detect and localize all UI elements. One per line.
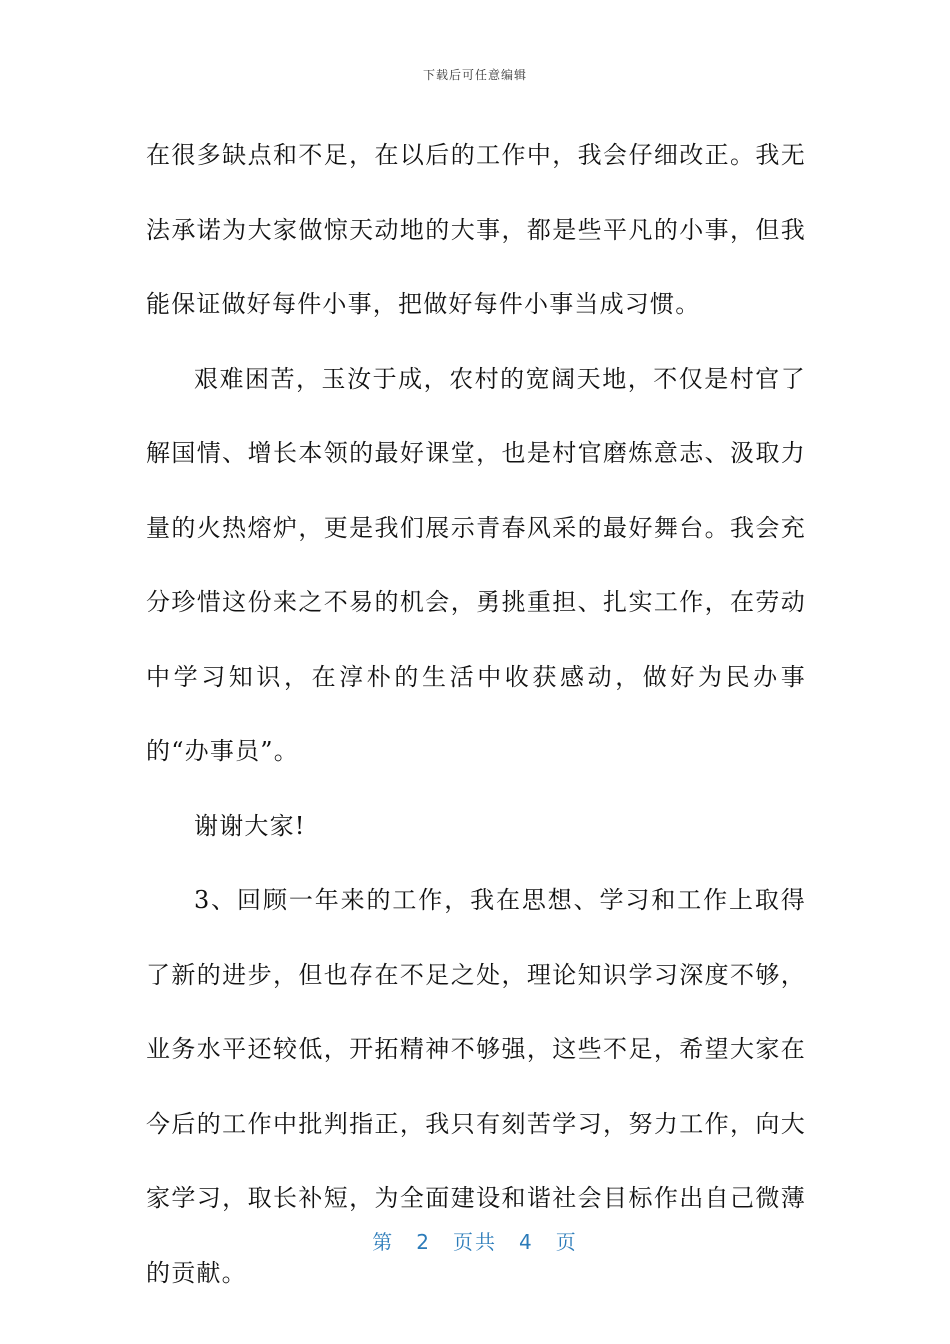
footer-page-mid: 页共 <box>453 1230 497 1254</box>
footer-page-suffix: 页 <box>555 1230 578 1254</box>
paragraph-4: 3、回顾一年来的工作，我在思想、学习和工作上取得了新的进步，但也存在不足之处，理论知识学习深度不够，业务水平还较低，开拓精神不够强，这些不足，希望大家在今后的工作中批判指正，我只有刻苦学习，努力工作，向大家学习，取长补短，为全面建设和谐社会目标作出自己微薄的贡献。 <box>146 886 806 1287</box>
document-body <box>146 118 806 1310</box>
footer-total-pages: 4 <box>519 1230 534 1254</box>
paragraph-1: 在很多缺点和不足，在以后的工作中，我会仔细改正。我无法承诺为大家做惊天动地的大事，都是些平凡的小事，但我能保证做好每件小事，把做好每件小事当成习惯。 <box>146 141 806 318</box>
footer-current-page: 2 <box>416 1230 431 1254</box>
footer-page-prefix: 第 <box>372 1230 395 1254</box>
page-footer <box>0 1226 950 1255</box>
paragraph-2: 艰难困苦，玉汝于成，农村的宽阔天地，不仅是村官了解国情、增长本领的最好课堂，也是村官磨炼意志、汲取力量的火热熔炉，更是我们展示青春风采的最好舞台。我会充分珍惜这份来之不易的机会，勇挑重担、扎实工作，在劳动中学习知识，在淳朴的生活中收获感动，做好为民办事的“办事员”。 <box>146 364 806 765</box>
paragraph-3: 谢谢大家! <box>194 811 306 840</box>
header-note: 下载后可任意编辑 <box>422 68 527 82</box>
